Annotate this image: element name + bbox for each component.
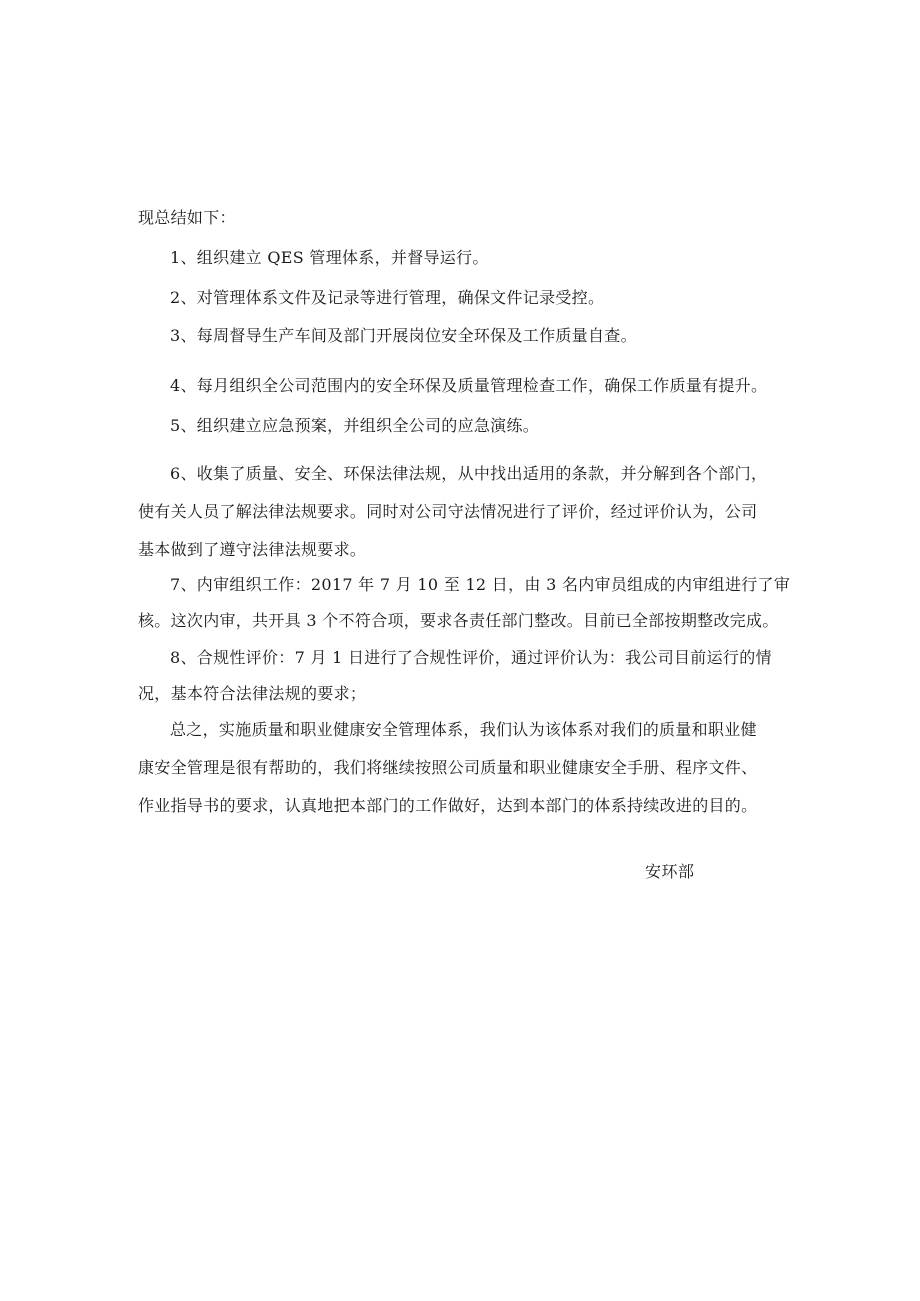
signature-department: 安环部 — [645, 862, 695, 881]
list-item-6-line-2: 使有关人员了解法律法规要求。同时对公司守法情况进行了评价，经过评价认为，公司 — [138, 502, 758, 521]
conclusion-line-2: 康安全管理是很有帮助的，我们将继续按照公司质量和职业健康安全手册、程序文件、 — [138, 758, 758, 777]
list-item-1: 1、组织建立 QES 管理体系，并督导运行。 — [170, 248, 489, 267]
list-item-6-line-1: 6、收集了质量、安全、环保法律法规，从中找出适用的条款，并分解到各个部门， — [170, 464, 768, 483]
list-item-8-line-1: 8、合规性评价：7 月 1 日进行了合规性评价，通过评价认为：我公司目前运行的情 — [170, 648, 772, 667]
list-item-4: 4、每月组织全公司范围内的安全环保及质量管理检查工作，确保工作质量有提升。 — [170, 376, 768, 395]
list-item-7-line-2: 核。这次内审，共开具 3 个不符合项，要求各责任部门整改。目前已全部按期整改完成。 — [138, 611, 779, 630]
list-item-5: 5、组织建立应急预案，并组织全公司的应急演练。 — [170, 416, 540, 435]
list-item-2: 2、对管理体系文件及记录等进行管理，确保文件记录受控。 — [170, 288, 605, 307]
list-item-3: 3、每周督导生产车间及部门开展岗位安全环保及工作质量自查。 — [170, 326, 637, 345]
list-item-7-line-1: 7、内审组织工作：2017 年 7 月 10 至 12 日，由 3 名内审员组成的内审组进行了审 — [170, 575, 791, 594]
conclusion-line-1: 总之，实施质量和职业健康安全管理体系，我们认为该体系对我们的质量和职业健 — [170, 720, 757, 739]
list-item-8-line-2: 况，基本符合法律法规的要求； — [138, 684, 367, 703]
conclusion-line-3: 作业指导书的要求，认真地把本部门的工作做好，达到本部门的体系持续改进的目的。 — [138, 796, 758, 815]
intro-text: 现总结如下： — [138, 208, 236, 227]
list-item-6-line-3: 基本做到了遵守法律法规要求。 — [138, 540, 367, 559]
